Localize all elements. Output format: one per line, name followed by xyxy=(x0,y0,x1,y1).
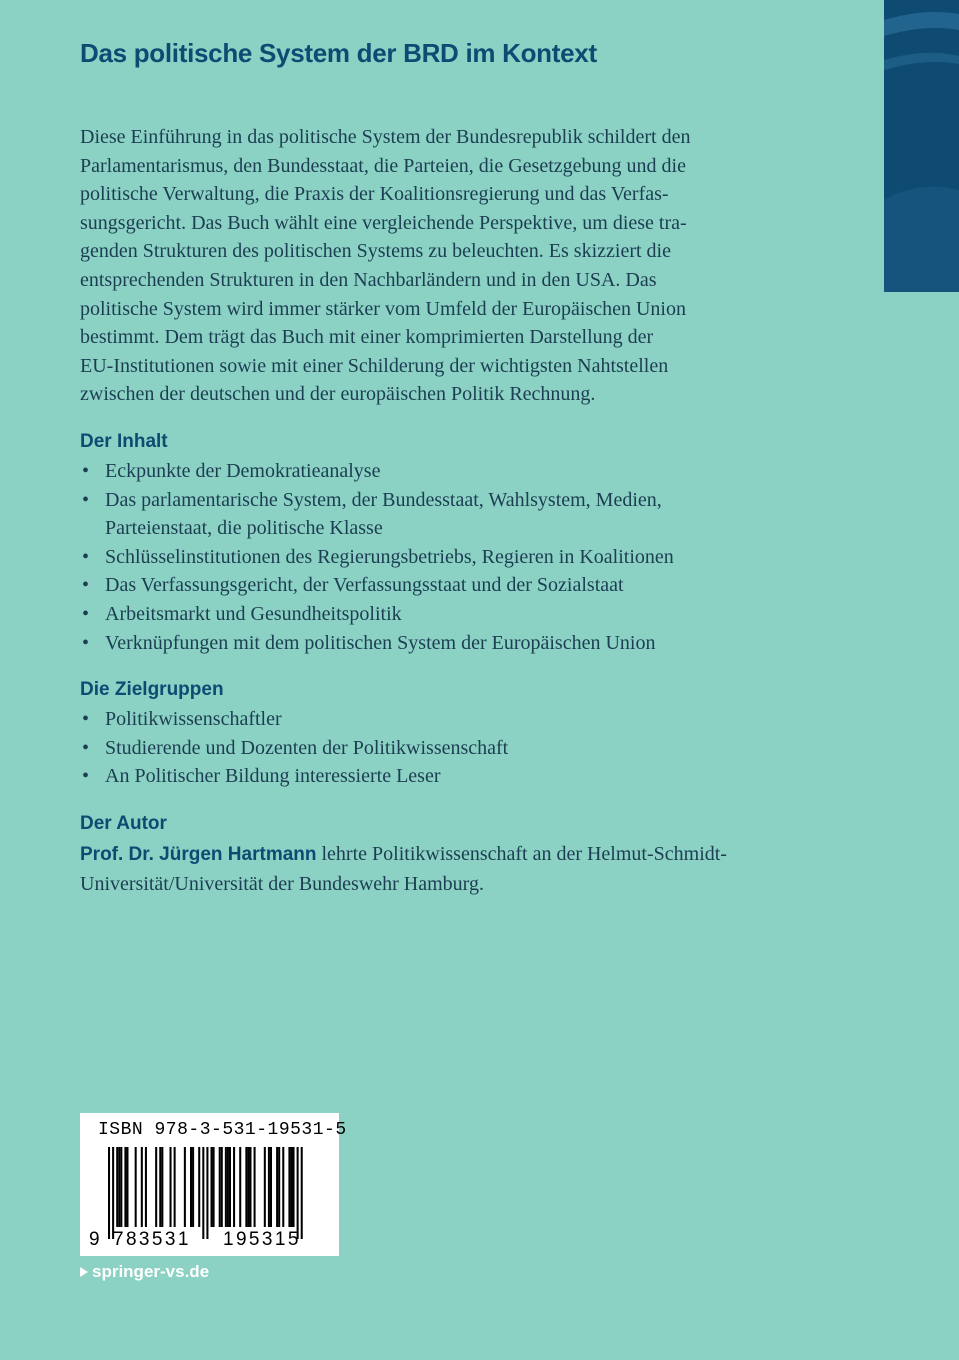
barcode-bar xyxy=(290,1147,292,1227)
description-line: zwischen der deutschen und der europäischen Politik Rechnung. xyxy=(80,383,596,406)
list-item: • An Politischer Bildung interessierte Leser xyxy=(80,762,840,791)
barcode-bar xyxy=(202,1147,204,1239)
barcode-bar xyxy=(247,1147,249,1227)
list-item: • Arbeitsmarkt und Gesundheitspolitik xyxy=(80,600,840,629)
barcode-bar xyxy=(278,1147,280,1227)
barcode-bar xyxy=(120,1147,122,1227)
barcode-bar xyxy=(145,1147,147,1227)
barcode-bar xyxy=(249,1147,251,1227)
barcode-right-digits: 195315 xyxy=(223,1229,301,1250)
barcode-bar xyxy=(233,1147,235,1227)
author-name: Prof. Dr. Jürgen Hartmann xyxy=(80,844,317,865)
section-zielgruppen xyxy=(80,677,840,791)
section-heading: Der Inhalt xyxy=(80,431,168,452)
barcode-bar xyxy=(245,1147,247,1227)
barcode-bar xyxy=(184,1147,186,1227)
author-bio xyxy=(80,840,791,898)
list-item: • Schlüsselinstitutionen des Regierungsbetriebs, Regieren in Koalitionen xyxy=(80,543,840,572)
barcode-bar xyxy=(190,1147,192,1227)
barcode-bar xyxy=(276,1147,278,1227)
barcode-bar xyxy=(301,1147,303,1239)
barcode-bar xyxy=(293,1147,295,1227)
list-item: • Studierende und Dozenten der Politikwissenschaft xyxy=(80,734,840,763)
barcode-bar xyxy=(227,1147,229,1227)
barcode-bar xyxy=(192,1147,194,1227)
section-heading: Die Zielgruppen xyxy=(80,679,224,700)
book-title: Das politische System der BRD im Kontext xyxy=(80,38,597,68)
list-item: • Verknüpfungen mit dem politischen System der Europäischen Union xyxy=(80,629,840,658)
barcode-bar xyxy=(206,1147,208,1239)
publisher-website[interactable] xyxy=(80,1262,209,1282)
isbn-label: ISBN 978-3-531-19531-5 xyxy=(98,1120,347,1140)
barcode-bar xyxy=(211,1147,213,1227)
list-item: • Eckpunkte der Demokratieanalyse xyxy=(80,457,840,486)
list-item: • Politikwissenschaftler xyxy=(80,705,840,734)
barcode-bar xyxy=(288,1147,290,1227)
barcode-bar xyxy=(174,1147,176,1227)
barcode-bar xyxy=(108,1147,110,1239)
corner-decoration xyxy=(884,0,959,292)
isbn-barcode xyxy=(80,1113,347,1256)
barcode-left-digits: 783531 xyxy=(113,1229,191,1250)
barcode-graphic xyxy=(80,1113,339,1256)
barcode-bar xyxy=(225,1147,227,1227)
website-label: springer-vs.de xyxy=(92,1262,210,1281)
author-description: lehrte Politikwissenschaft an der Helmut-Schmidt-Universität/Universität der Bundeswehr Hamburg. xyxy=(80,843,727,895)
book-description xyxy=(80,123,791,409)
arrow-right-icon xyxy=(80,1267,88,1277)
barcode-bar xyxy=(161,1147,163,1227)
description-line: politische Verwaltung, die Praxis der Koalitionsregierung und das Verfas- xyxy=(80,183,669,206)
barcode-bar xyxy=(239,1147,241,1227)
barcode-bar xyxy=(213,1147,215,1227)
description-line: Parlamentarismus, den Bundesstaat, die Parteien, die Gesetzgebung und die xyxy=(80,154,686,177)
barcode-bar xyxy=(116,1147,118,1227)
barcode-bar xyxy=(221,1147,223,1227)
barcode-bar xyxy=(219,1147,221,1227)
section-inhalt xyxy=(80,429,840,657)
barcode-bar xyxy=(282,1147,284,1227)
list-item: • Das Verfassungsgericht, der Verfassungsstaat und der Sozialstaat xyxy=(80,571,840,600)
barcode-bar xyxy=(254,1147,256,1227)
barcode-bar xyxy=(159,1147,161,1227)
barcode-bar xyxy=(270,1147,272,1227)
barcode-bar xyxy=(124,1147,126,1227)
barcode-bar xyxy=(229,1147,231,1227)
list-item: • Das parlamentarische System, der Bundesstaat, Wahlsystem, Medien, Parteienstaat, die politische Klasse xyxy=(80,486,765,543)
barcode-bar xyxy=(264,1147,266,1227)
description-line: Diese Einführung in das politische System der Bundesrepublik schildert den xyxy=(80,126,691,148)
inhalt-list xyxy=(80,457,840,657)
barcode-bar xyxy=(135,1147,137,1227)
barcode-bar xyxy=(297,1147,299,1239)
barcode-bar xyxy=(268,1147,270,1227)
barcode-bar xyxy=(118,1147,120,1227)
barcode-first-digit: 9 xyxy=(89,1229,100,1250)
zielgruppen-list xyxy=(80,705,840,791)
description-line: genden Strukturen des politischen Systems zu beleuchten. Es skizziert die xyxy=(80,240,671,263)
section-autor xyxy=(80,811,840,898)
description-line: sungsgericht. Das Buch wählt eine vergleichende Perspektive, um diese tra- xyxy=(80,211,687,234)
barcode-bar xyxy=(198,1147,200,1227)
description-line: entsprechenden Strukturen in den Nachbarländern und in den USA. Das xyxy=(80,268,657,291)
section-heading: Der Autor xyxy=(80,813,167,834)
description-line: bestimmt. Dem trägt das Buch mit einer komprimierten Darstellung der xyxy=(80,326,654,349)
barcode-bar xyxy=(155,1147,157,1227)
description-line: EU-Institutionen sowie mit einer Schilderung der wichtigsten Nahtstellen xyxy=(80,354,669,377)
barcode-bar xyxy=(170,1147,172,1227)
barcode-bar xyxy=(112,1147,114,1239)
description-line: politische System wird immer stärker vom Umfeld der Europäischen Union xyxy=(80,297,686,320)
barcode-bar xyxy=(126,1147,128,1227)
barcode-bar xyxy=(141,1147,143,1227)
